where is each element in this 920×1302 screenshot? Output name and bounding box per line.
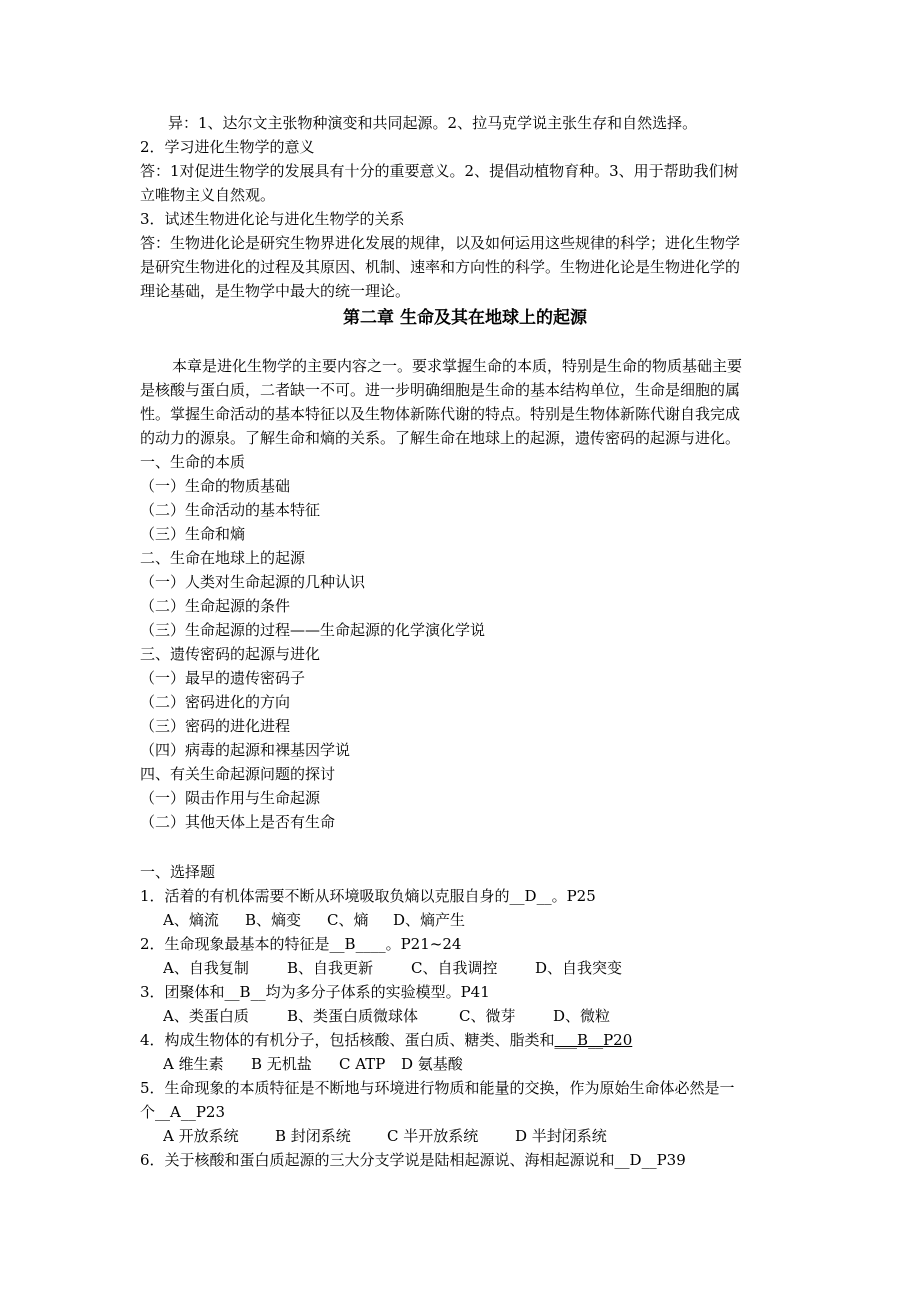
quiz-question: 1．活着的有机体需要不断从环境吸取负熵以克服自身的__D__。P25	[140, 887, 596, 905]
option: B、类蛋白质微球体	[287, 1007, 419, 1025]
option: D、自我突变	[535, 959, 623, 977]
quiz-question: 3．团聚体和__B__均为多分子体系的实验模型。P41	[140, 983, 490, 1001]
quiz-options	[163, 956, 813, 980]
answer-line: 答：生物进化论是研究生物界进化发展的规律，以及如何运用这些规律的科学；进化生物学	[140, 234, 741, 252]
option: A、熵流	[163, 911, 219, 929]
outline-item: （三）生命起源的过程——生命起源的化学演化学说	[140, 621, 486, 639]
quiz-options	[163, 1124, 813, 1148]
option: C、熵	[327, 911, 369, 929]
option: B、自我更新	[287, 959, 374, 977]
outline-item: （一）陨击作用与生命起源	[140, 789, 321, 807]
outline-item: （二）生命活动的基本特征	[140, 501, 321, 519]
text-line: 异：1、达尔文主张物种演变和共同起源。2、拉马克学说主张生存和自然选择。	[168, 114, 698, 132]
option: C、自我调控	[411, 959, 498, 977]
option: A 开放系统	[163, 1127, 239, 1145]
outline-item: 三、遗传密码的起源与进化	[140, 645, 321, 663]
outline-item: （三）密码的进化进程	[140, 717, 291, 735]
quiz-options	[163, 908, 813, 932]
quiz-options	[163, 1004, 813, 1028]
quiz-question: 6．关于核酸和蛋白质起源的三大分支学说是陆相起源说、海相起源说和__D__P39	[140, 1151, 686, 1169]
answer-line: 是研究生物进化的过程及其原因、机制、速率和方向性的科学。生物进化论是生物进化学的	[140, 258, 741, 276]
option: D、熵产生	[393, 911, 466, 929]
option: C ATP	[339, 1055, 386, 1073]
intro-line: 本章是进化生物学的主要内容之一。要求掌握生命的本质，特别是生命的物质基础主要	[172, 357, 743, 375]
quiz-heading: 一、选择题	[140, 863, 216, 881]
chapter-title: 第二章 生命及其在地球上的起源	[343, 308, 587, 328]
outline-item: （一）生命的物质基础	[140, 477, 291, 495]
outline-item: （二）其他天体上是否有生命	[140, 813, 336, 831]
intro-line: 性。掌握生命活动的基本特征以及生物体新陈代谢的特点。特别是生物体新陈代谢自我完成	[140, 405, 741, 423]
quiz-options	[163, 1052, 813, 1076]
option: C、微芽	[459, 1007, 516, 1025]
answer-line: 立唯物主义自然观。	[140, 186, 276, 204]
outline-item: （一）人类对生命起源的几种认识	[140, 573, 366, 591]
option: D 氨基酸	[401, 1055, 463, 1073]
outline-item: 一、生命的本质	[140, 453, 246, 471]
outline-item: （三）生命和熵	[140, 525, 246, 543]
intro-line: 的动力的源泉。了解生命和熵的关系。了解生命在地球上的起源，遗传密码的起源与进化。	[140, 429, 741, 447]
option: D、微粒	[553, 1007, 611, 1025]
outline-item: （二）生命起源的条件	[140, 597, 291, 615]
outline-item: （四）病毒的起源和裸基因学说	[140, 741, 351, 759]
question-heading: 2．学习进化生物学的意义	[140, 138, 315, 156]
outline-item: （二）密码进化的方向	[140, 693, 291, 711]
option: B、熵变	[245, 911, 302, 929]
outline-item: 二、生命在地球上的起源	[140, 549, 306, 567]
option: A、类蛋白质	[163, 1007, 249, 1025]
option: C 半开放系统	[387, 1127, 479, 1145]
answer-line: 答：1对促进生物学的发展具有十分的重要意义。2、提倡动植物育种。3、用于帮助我们树	[140, 162, 739, 180]
option: A 维生素	[163, 1055, 224, 1073]
quiz-question: 个__A__P23	[140, 1103, 226, 1121]
quiz-question: 2．生命现象最基本的特征是__B____。P21~24	[140, 935, 462, 953]
option: D 半封闭系统	[515, 1127, 607, 1145]
option: B 无机盐	[251, 1055, 312, 1073]
option: B 封闭系统	[275, 1127, 351, 1145]
quiz-question: 5．生命现象的本质特征是不断地与环境进行物质和能量的交换，作为原始生命体必然是一	[140, 1079, 735, 1097]
answer-line: 理论基础，是生物学中最大的统一理论。	[140, 282, 411, 300]
outline-item: 四、有关生命起源问题的探讨	[140, 765, 336, 783]
outline-item: （一）最早的遗传密码子	[140, 669, 306, 687]
question-heading: 3．试述生物进化论与进化生物学的关系	[140, 210, 405, 228]
question-text: 4．构成生物体的有机分子，包括核酸、蛋白质、糖类、脂类和	[140, 1031, 555, 1049]
intro-line: 是核酸与蛋白质，二者缺一不可。进一步明确细胞是生命的基本结构单位，生命是细胞的属	[140, 381, 741, 399]
answer-blank: ___B__P20	[554, 1031, 633, 1049]
option: A、自我复制	[163, 959, 249, 977]
quiz-question	[140, 1028, 790, 1052]
